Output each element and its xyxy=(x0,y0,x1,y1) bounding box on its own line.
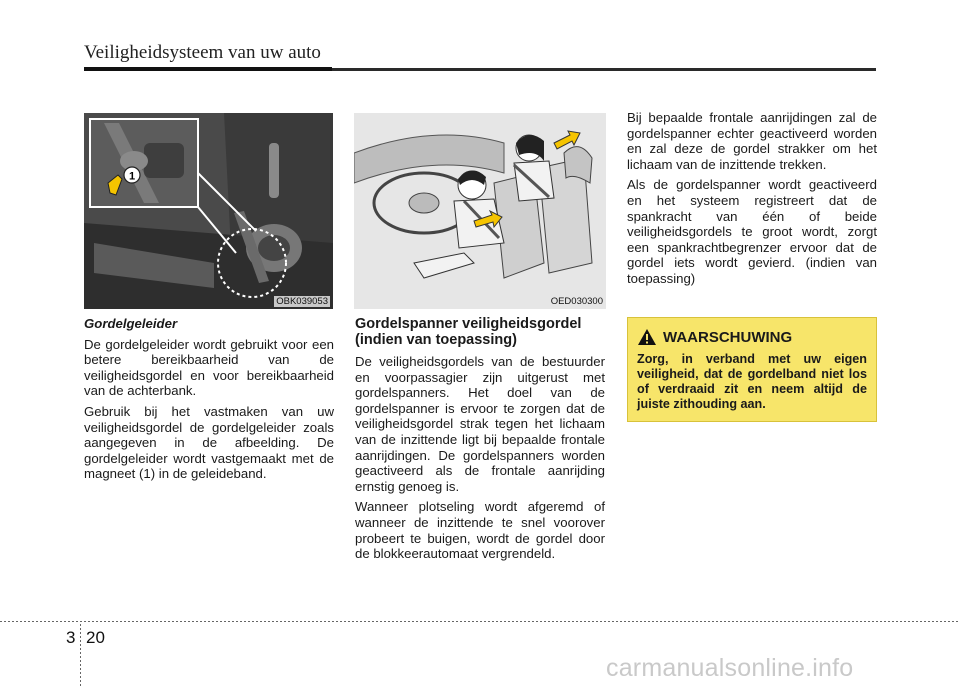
pretensioner-illustration xyxy=(354,113,606,309)
left-column xyxy=(84,316,334,487)
warning-box xyxy=(627,317,877,422)
belt-guide-photo xyxy=(84,113,333,309)
warning-header xyxy=(637,328,867,346)
pretensioner-section-title: Gordelspanner veiligheidsgordel (indien van toepassing) xyxy=(355,316,582,348)
left-paragraph-2: Gebruik bij het vastmaken van uw veiligheidsgordel de gordelgeleider zoals aangegeven in de afbeelding. De gordelgeleider wordt vastgemaakt met de magneet (1) in de geleideband. xyxy=(84,403,334,482)
page-header-title: Veiligheidsysteem van uw auto xyxy=(84,42,321,63)
middle-paragraph-2: Wanneer plotseling wordt afgeremd of wanneer de inzittende te snel voorover probeert te buigen, wordt de gordel door de blokkeerautomaat vergrendeld. xyxy=(355,499,605,562)
watermark-text: carmanualsonline.info xyxy=(606,654,854,682)
chapter-number: 3 xyxy=(66,628,76,647)
middle-paragraph-1: De veiligheidsgordels van de bestuurder en voorpassagier zijn uitgerust met gordelspanners. Het doel van de gordelspanner is ervoor te zorgen dat de veiligheidsgordel strak tegen het lichaam van de inzittende ligt bij bepaalde frontale aanrijdingen. De gordelspanners worden geactiveerd als de frontale aanrijding ernstig genoeg is. xyxy=(355,354,605,494)
middle-column xyxy=(355,316,605,567)
right-paragraph-2: Als de gordelspanner wordt geactiveerd en het systeem registreert dat de spankracht van één of beide veiligheidsgordels te groot wordt, zorgt een spankrachtbegrenzer ervoor dat de gordel iets wordt gevierd. (indien van toepassing) xyxy=(627,177,877,286)
left-paragraph-1: De gordelgeleider wordt gebruikt voor een betere bereikbaarheid van de veiligheidsgordel en voor bereikbaarheid van de achterbank. xyxy=(84,336,334,399)
page-number: 20 xyxy=(86,628,105,647)
right-paragraph-1: Bij bepaalde frontale aanrijdingen zal de gordelspanner echter geactiveerd worden en zal deze de gordel strakker om het lichaam van de inzittende trekken. xyxy=(627,110,877,172)
warning-title: WAARSCHUWING xyxy=(663,328,793,346)
header-rule xyxy=(84,68,876,71)
left-figure-caption: OBK039053 xyxy=(276,296,328,307)
footer-rule xyxy=(0,621,960,622)
magnet-marker-label: 1 xyxy=(128,170,136,183)
belt-guide-illustration xyxy=(84,113,333,309)
footer-divider xyxy=(80,624,81,686)
warning-text: Zorg, in verband met uw eigen veiligheid, dat de gordelband niet los of verdraaid zit en neem altijd de juiste zithouding aan. xyxy=(637,352,867,411)
warning-triangle-icon xyxy=(637,328,657,346)
belt-guide-subtitle: Gordelgeleider xyxy=(84,316,178,331)
pretensioner-drawing xyxy=(354,113,606,309)
right-column xyxy=(627,110,877,292)
middle-figure-caption: OED030300 xyxy=(550,296,603,307)
